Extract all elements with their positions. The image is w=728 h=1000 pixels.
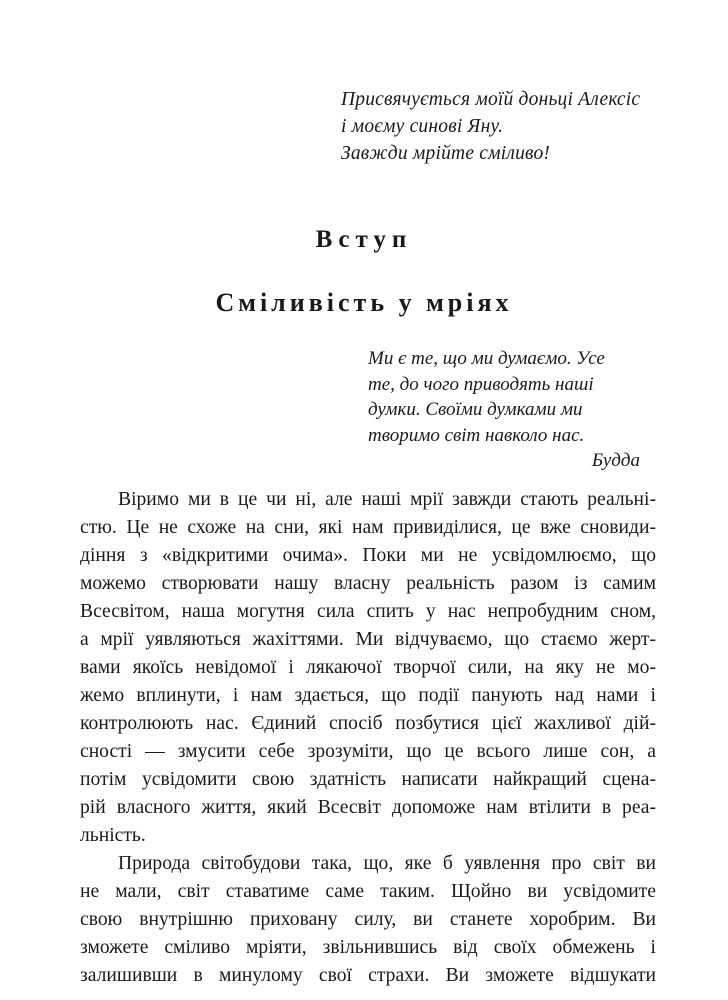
paragraph-2 <box>80 850 656 990</box>
text-line: рій власного життя, який Всесвіт допоможе нам втілити в реа- <box>80 797 656 818</box>
epigraph-line: думки. Своїми думками ми <box>368 399 583 420</box>
text-line: залишивши в минулому свої страхи. Ви зможете відшукати <box>80 965 656 986</box>
paragraph-1 <box>80 486 656 850</box>
text-line: сності — змусити себе зрозуміти, що це всього лише сон, а <box>80 741 656 762</box>
chapter-title: Сміливість у мріях <box>215 288 513 317</box>
epigraph <box>368 346 640 474</box>
dedication-line: Присвячується моїй доньці Алексіс <box>341 89 641 110</box>
text-line: зможете сміливо мріяти, звільнившись від своїх обмежень і <box>80 937 656 958</box>
dedication <box>341 86 671 167</box>
text-line: льність. <box>80 825 146 846</box>
epigraph-line: те, до чого приводять наші <box>368 373 594 395</box>
text-line: Природа світобудови така, що, яке б уявлення про світ ви <box>118 853 656 874</box>
body-text <box>80 486 656 990</box>
text-line: не мали, світ ставатиме саме таким. Щойно ви усвідомите <box>80 881 656 902</box>
epigraph-line: Ми є те, що ми думаємо. Усе <box>368 348 605 369</box>
dedication-line: і моєму синові Яну. <box>341 116 504 137</box>
chapter-label: Вступ <box>315 226 413 253</box>
text-line: діння з «відкритими очима». Поки ми не усвідомлюємо, що <box>80 545 656 566</box>
text-line: а мрії уявляються жахіттями. Ми відчуваємо, що стаємо жерт- <box>80 629 656 650</box>
text-line: свою внутрішню приховану силу, ви станете хоробрим. Ви <box>80 909 656 930</box>
text-line: контролюють нас. Єдиний спосіб позбутися цієї жахливої дій- <box>80 713 656 734</box>
dedication-line: Завжди мрійте сміливо! <box>341 143 551 164</box>
text-line: Всесвітом, наша могутня сила спить у нас непробудним сном, <box>80 601 656 622</box>
epigraph-line: творимо світ навколо нас. <box>368 424 585 446</box>
text-line: вами якоїсь невідомої і лякаючої творчої сили, на яку не мо- <box>80 657 656 678</box>
text-line: Віримо ми в це чи ні, але наші мрії завжди стають реальні- <box>118 489 656 510</box>
epigraph-author: Будда <box>591 450 640 471</box>
text-line: потім усвідомити свою здатність написати найкращий сцена- <box>80 769 656 790</box>
text-line: можемо створювати нашу власну реальність разом із самим <box>80 573 656 594</box>
text-line: жемо вплинути, і нам здається, що події панують над нами і <box>80 685 656 706</box>
text-line: стю. Це не схоже на сни, які нам привиділися, це вже сновиди- <box>80 517 656 538</box>
